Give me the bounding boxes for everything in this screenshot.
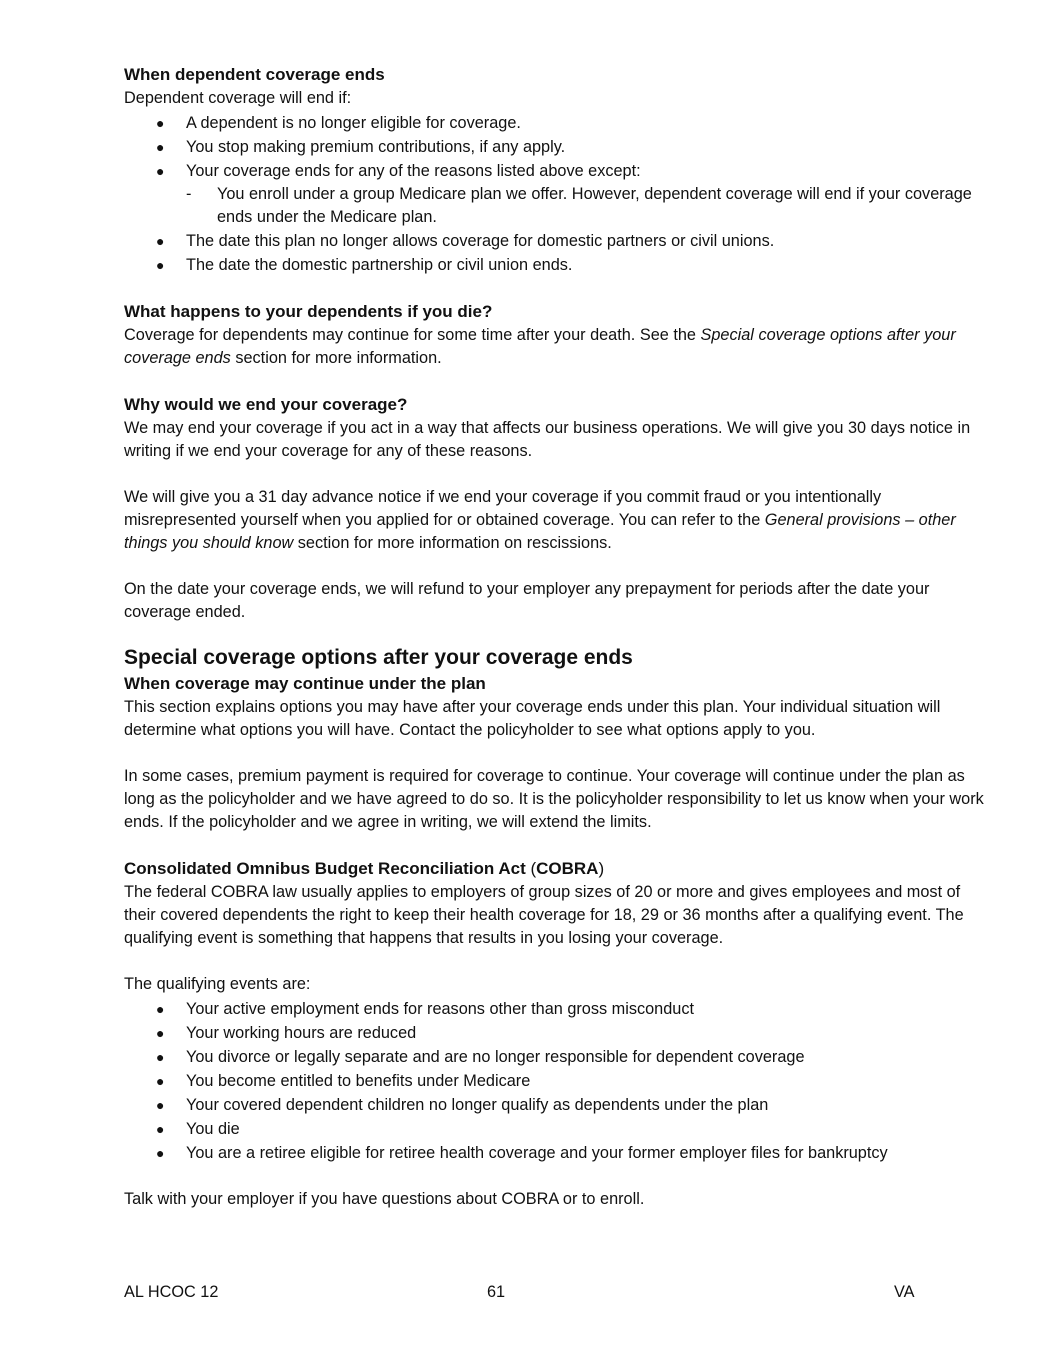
bullet-icon: ● (156, 1073, 165, 1089)
footer-state-code: VA (894, 1283, 915, 1301)
dash-icon: - (186, 185, 192, 203)
list-item-text: You stop making premium contributions, if any apply. (186, 138, 566, 156)
bullet-icon: ● (156, 139, 165, 155)
spacer (124, 370, 994, 393)
list-item-text: The date the domestic partnership or civil union ends. (186, 256, 573, 274)
list-item (124, 135, 994, 159)
list-item-text: The date this plan no longer allows coverage for domestic partners or civil unions. (186, 232, 775, 250)
bullet-list (124, 111, 994, 277)
bullet-icon: ● (156, 163, 165, 179)
list-item (124, 1141, 994, 1165)
heading-text: Consolidated Omnibus Budget Reconciliation Act (124, 859, 526, 878)
section-reference: General provisions – other things you should know (124, 511, 956, 552)
list-item-text: You become entitled to benefits under Medicare (186, 1072, 531, 1090)
list-item (124, 111, 994, 135)
section-paragraph: In some cases, premium payment is required for coverage to continue. Your coverage will continue under the plan as long as the policyholder and we have agreed to do so. It is the policyholder responsibility to let us know when your work ends. If the policyholder and we agree in writing, we will extend the limits. (124, 767, 984, 831)
spacer (124, 834, 994, 857)
cobra-section (124, 857, 994, 1211)
section-paragraph: On the date your coverage ends, we will refund to your employer any prepayment for periods after the date your coverage ended. (124, 580, 930, 621)
spacer (124, 1165, 994, 1188)
spacer (124, 555, 994, 578)
list-item-text: You die (186, 1120, 240, 1138)
heading-paren: ( (525, 859, 537, 878)
spacer (124, 624, 994, 643)
section-paragraph: The federal COBRA law usually applies to employers of group sizes of 20 or more and gives employees and most of their covered dependents the right to keep their health coverage for 18, 29 or 36 months after a qualifying event. The qualifying event is something that happens that results in you losing your coverage. (124, 883, 964, 947)
list-item (124, 229, 994, 253)
heading-paren: ) (598, 859, 605, 878)
section-reference: Special coverage options after your coverage ends (124, 326, 956, 367)
section-intro: Dependent coverage will end if: (124, 89, 352, 107)
list-item-text: You divorce or legally separate and are no longer responsible for dependent coverage (186, 1048, 805, 1066)
paragraph-text: section for more information. (230, 349, 442, 367)
why-end-coverage-section (124, 393, 994, 624)
bullet-icon: ● (156, 1025, 165, 1041)
sub-list (186, 183, 994, 229)
list-item (124, 1069, 994, 1093)
document-page (124, 63, 994, 1211)
section-paragraph (124, 486, 994, 555)
list-item (124, 253, 994, 277)
footer-document-code: AL HCOC 12 (124, 1283, 219, 1301)
dependents-if-you-die-section (124, 300, 994, 370)
major-heading: Special coverage options after your coverage ends (124, 646, 633, 669)
bullet-icon: ● (156, 1001, 165, 1017)
bullet-list (124, 997, 994, 1165)
section-paragraph: We may end your coverage if you act in a way that affects our business operations. We will give you 30 days notice in writing if we end your coverage for any of these reasons. (124, 419, 971, 460)
list-item-text: You are a retiree eligible for retiree health coverage and your former employer files for bankruptcy (186, 1144, 888, 1162)
list-item (124, 1021, 994, 1045)
page-footer (124, 1281, 916, 1305)
list-item (124, 159, 994, 229)
list-item (124, 1093, 994, 1117)
spacer (124, 950, 994, 973)
list-item (124, 997, 994, 1021)
list-item-text: Your working hours are reduced (186, 1024, 417, 1042)
heading-abbreviation: COBRA (536, 859, 599, 878)
list-item-text: Your covered dependent children no longer qualify as dependents under the plan (186, 1096, 769, 1114)
section-paragraph (124, 324, 994, 370)
section-subheading: When coverage may continue under the plan (124, 674, 486, 693)
section-intro: The qualifying events are: (124, 975, 311, 993)
list-item-text: Your active employment ends for reasons other than gross misconduct (186, 1000, 695, 1018)
bullet-icon: ● (156, 1145, 165, 1161)
list-item (124, 1045, 994, 1069)
section-paragraph: Talk with your employer if you have questions about COBRA or to enroll. (124, 1190, 645, 1208)
paragraph-text: We will give you a 31 day advance notice if we end your coverage if you commit fraud or you intentionally misrepresented yourself when you applied for or obtained coverage. You can refer to the (124, 488, 882, 529)
footer-page-number: 61 (487, 1283, 506, 1301)
paragraph-text: section for more information on rescissions. (293, 534, 612, 552)
sub-list-item-text: You enroll under a group Medicare plan we offer. However, dependent coverage will end if your coverage ends under the Medicare plan. (217, 185, 972, 226)
section-heading: Why would we end your coverage? (124, 395, 408, 414)
list-item-text: Your coverage ends for any of the reasons listed above except: (186, 162, 641, 180)
section-paragraph: This section explains options you may have after your coverage ends under this plan. Your individual situation will determine what options you will have. Contact the policyholder to see what options apply to you. (124, 698, 941, 739)
section-heading (124, 857, 994, 881)
special-coverage-options-section (124, 643, 994, 834)
bullet-icon: ● (156, 233, 165, 249)
sub-list-item (186, 183, 994, 229)
spacer (124, 742, 994, 765)
list-item-text: A dependent is no longer eligible for coverage. (186, 114, 521, 132)
bullet-icon: ● (156, 1097, 165, 1113)
dependent-coverage-ends-section (124, 63, 994, 277)
list-item (124, 1117, 994, 1141)
spacer (124, 463, 994, 486)
bullet-icon: ● (156, 257, 165, 273)
section-heading: What happens to your dependents if you die? (124, 302, 493, 321)
bullet-icon: ● (156, 115, 165, 131)
section-heading: When dependent coverage ends (124, 65, 385, 84)
spacer (124, 277, 994, 300)
bullet-icon: ● (156, 1049, 165, 1065)
bullet-icon: ● (156, 1121, 165, 1137)
paragraph-text: Coverage for dependents may continue for some time after your death. See the (124, 326, 701, 344)
